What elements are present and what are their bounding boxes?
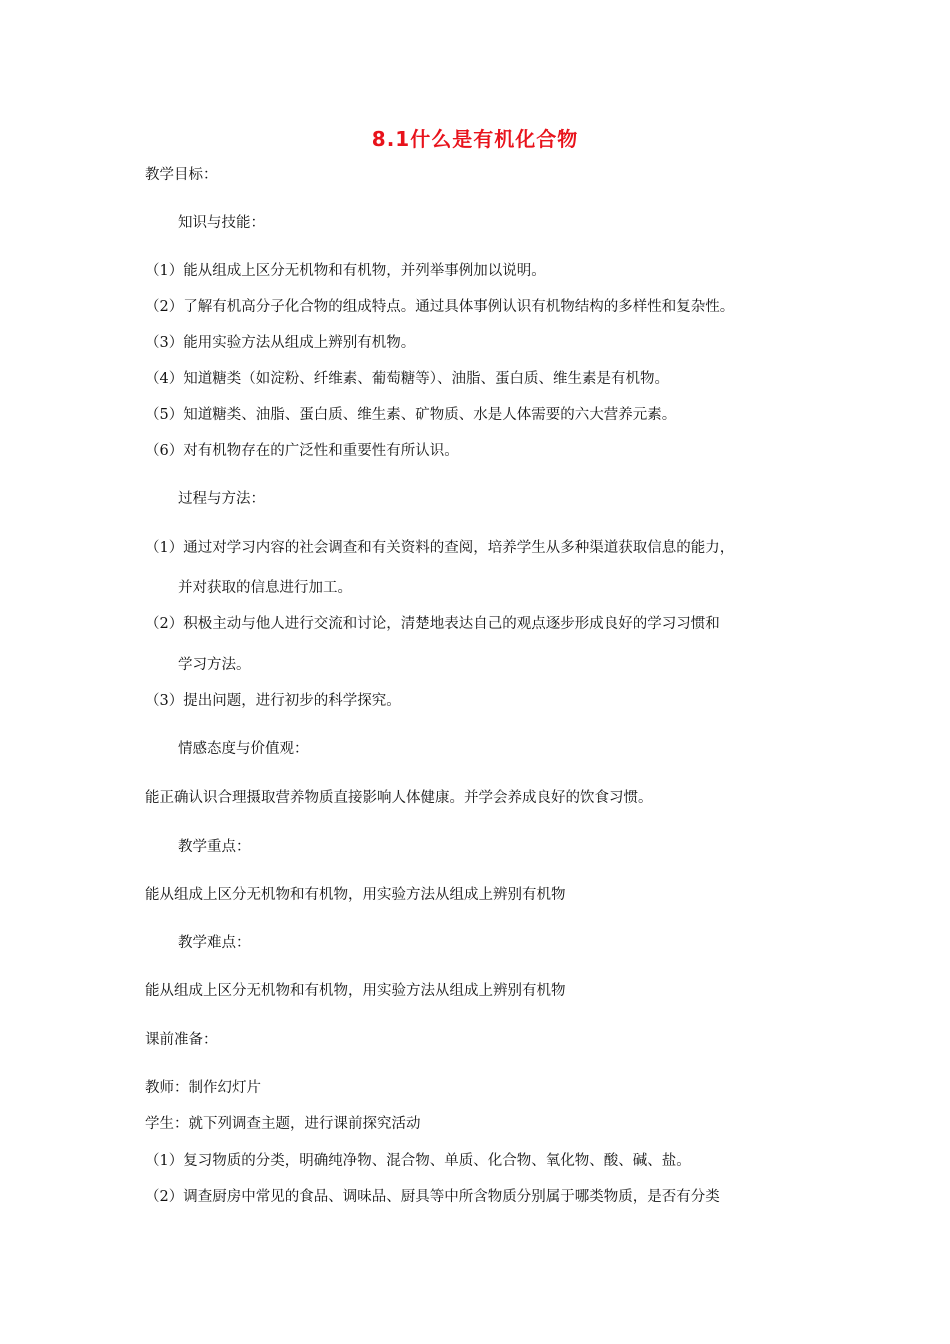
paragraph: 能从组成上区分无机物和有机物，用实验方法从组成上辨别有机物 bbox=[145, 983, 566, 999]
subheading-difficult-points: 教学难点： bbox=[178, 935, 251, 951]
paragraph: 能正确认识合理摄取营养物质直接影响人体健康。并学会养成良好的饮食习惯。 bbox=[145, 790, 653, 806]
list-item: （2）了解有机高分子化合物的组成特点。通过具体事例认识有机物结构的多样性和复杂性。 bbox=[145, 299, 735, 315]
list-item: （6）对有机物存在的广泛性和重要性有所认识。 bbox=[145, 443, 459, 459]
list-item: （2）调查厨房中常见的食品、调味品、厨具等中所含物质分别属于哪类物质，是否有分类 bbox=[145, 1189, 720, 1205]
list-item: （3）提出问题，进行初步的科学探究。 bbox=[145, 693, 401, 709]
list-item-continuation: 并对获取的信息进行加工。 bbox=[178, 580, 352, 596]
paragraph: 学生：就下列调查主题，进行课前探究活动 bbox=[145, 1116, 421, 1132]
list-item: （5）知道糖类、油脂、蛋白质、维生素、矿物质、水是人体需要的六大营养元素。 bbox=[145, 407, 677, 423]
list-item: （1）复习物质的分类，明确纯净物、混合物、单质、化合物、氧化物、酸、碱、盐。 bbox=[145, 1153, 691, 1169]
list-item-continuation: 学习方法。 bbox=[178, 657, 251, 673]
subheading-attitude-values: 情感态度与价值观： bbox=[178, 741, 309, 757]
paragraph: 教师：制作幻灯片 bbox=[145, 1080, 261, 1096]
subheading-process-method: 过程与方法： bbox=[178, 491, 265, 507]
section-heading-preparation: 课前准备： bbox=[145, 1032, 218, 1048]
list-item: （1）通过对学习内容的社会调查和有关资料的查阅，培养学生从多种渠道获取信息的能力， bbox=[145, 540, 735, 556]
list-item: （3）能用实验方法从组成上辨别有机物。 bbox=[145, 335, 416, 351]
list-item: （1）能从组成上区分无机物和有机物，并列举事例加以说明。 bbox=[145, 263, 546, 279]
paragraph: 能从组成上区分无机物和有机物，用实验方法从组成上辨别有机物 bbox=[145, 887, 566, 903]
list-item: （2）积极主动与他人进行交流和讨论，清楚地表达自己的观点逐步形成良好的学习习惯和 bbox=[145, 616, 720, 632]
subheading-key-points: 教学重点： bbox=[178, 839, 251, 855]
subheading-knowledge-skills: 知识与技能： bbox=[178, 215, 265, 231]
section-heading-teaching-goals: 教学目标： bbox=[145, 167, 218, 183]
document-title: 8.1什么是有机化合物 bbox=[371, 127, 579, 151]
list-item: （4）知道糖类（如淀粉、纤维素、葡萄糖等）、油脂、蛋白质、维生素是有机物。 bbox=[145, 371, 669, 387]
